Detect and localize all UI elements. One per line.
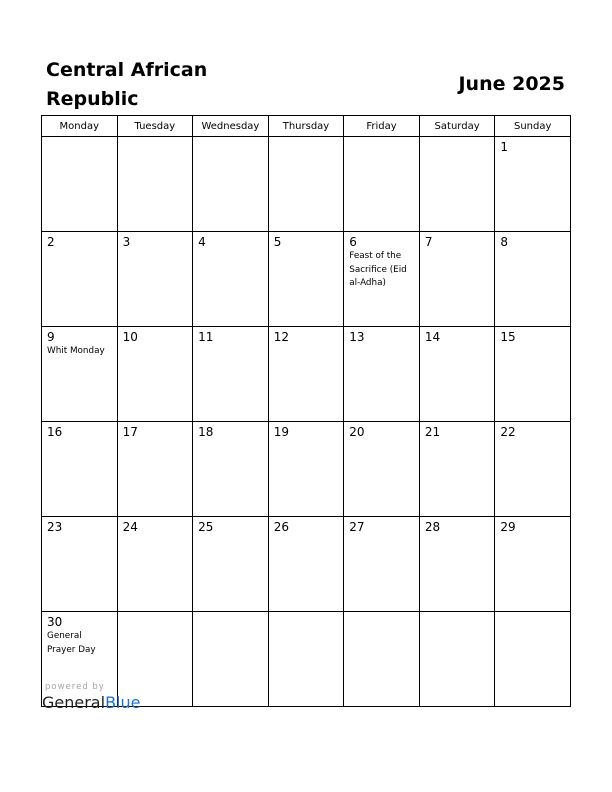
day-cell [193, 517, 269, 612]
day-cell [117, 137, 193, 232]
day-cell [344, 327, 420, 422]
day-cell [344, 517, 420, 612]
day-cell [419, 517, 495, 612]
weekday-sunday: Sunday [495, 116, 571, 137]
day-cell [42, 422, 118, 517]
calendar-grid [41, 115, 571, 707]
day-number: 2 [47, 235, 55, 249]
day-cell [42, 232, 118, 327]
day-cell [419, 422, 495, 517]
week-row [42, 422, 571, 517]
day-number: 29 [500, 520, 516, 534]
holiday-label: Whit Monday [47, 346, 105, 356]
day-number: 25 [198, 520, 214, 534]
day-number: 24 [122, 520, 138, 534]
weekday-friday: Friday [344, 116, 420, 137]
day-number: 12 [273, 330, 289, 344]
day-cell [495, 327, 571, 422]
day-number: 6 [349, 235, 357, 249]
holiday-label: Feast of the Sacrifice (Eid al-Adha) [349, 251, 407, 288]
day-number: 19 [273, 425, 289, 439]
day-cell [495, 517, 571, 612]
day-cell [344, 232, 420, 327]
day-cell [344, 422, 420, 517]
day-number: 17 [122, 425, 138, 439]
brand-general-text: General [42, 693, 106, 712]
day-cell [42, 137, 118, 232]
day-cell [268, 517, 344, 612]
day-cell [117, 232, 193, 327]
day-cell [193, 232, 269, 327]
day-cell [42, 327, 118, 422]
day-number: 15 [500, 330, 516, 344]
weekday-tuesday: Tuesday [117, 116, 193, 137]
weekday-thursday: Thursday [268, 116, 344, 137]
powered-by-label: powered by [45, 682, 105, 692]
day-number: 16 [47, 425, 63, 439]
day-cell [268, 327, 344, 422]
day-number: 20 [349, 425, 365, 439]
day-cell [495, 422, 571, 517]
day-number: 13 [349, 330, 365, 344]
day-number: 3 [122, 235, 131, 249]
day-number: 5 [273, 235, 282, 249]
day-cell [117, 327, 193, 422]
weekday-wednesday: Wednesday [193, 116, 269, 137]
day-number: 22 [500, 425, 516, 439]
day-number: 18 [198, 425, 214, 439]
day-cell [495, 232, 571, 327]
day-number: 21 [424, 425, 441, 439]
weekday-saturday: Saturday [419, 116, 495, 137]
day-number: 27 [349, 520, 365, 534]
day-number: 14 [424, 330, 441, 344]
day-cell [268, 137, 344, 232]
day-cell [495, 612, 571, 707]
day-cell [419, 327, 495, 422]
generalblue-logo [42, 693, 140, 713]
day-cell [117, 422, 193, 517]
day-cell [268, 232, 344, 327]
day-cell [117, 517, 193, 612]
day-number: 11 [198, 330, 214, 344]
holiday-label: General Prayer Day [47, 631, 96, 655]
day-cell [42, 517, 118, 612]
day-cell [268, 612, 344, 707]
month-year-title: June 2025 [458, 73, 565, 95]
day-number: 23 [47, 520, 63, 534]
day-number: 26 [273, 520, 289, 534]
week-row [42, 232, 571, 327]
week-row [42, 517, 571, 612]
country-title: Central African Republic [46, 59, 208, 110]
day-number: 1 [500, 140, 509, 154]
week-row [42, 137, 571, 232]
day-cell [193, 137, 269, 232]
day-number: 4 [198, 235, 206, 249]
day-cell [344, 612, 420, 707]
day-cell [495, 137, 571, 232]
day-number: 8 [500, 235, 509, 249]
day-cell [419, 612, 495, 707]
day-cell [268, 422, 344, 517]
week-row [42, 327, 571, 422]
day-cell [193, 327, 269, 422]
day-cell [193, 612, 269, 707]
day-cell [419, 232, 495, 327]
weekday-header-row [42, 116, 571, 137]
day-cell [344, 137, 420, 232]
day-number: 7 [424, 235, 433, 249]
day-number: 28 [424, 520, 441, 534]
calendar-body [42, 137, 571, 707]
day-cell [193, 422, 269, 517]
day-number: 10 [122, 330, 138, 344]
day-number: 30 [47, 615, 63, 629]
weekday-monday: Monday [42, 116, 118, 137]
day-number: 9 [47, 330, 55, 344]
day-cell [419, 137, 495, 232]
brand-blue-text: Blue [105, 693, 141, 712]
